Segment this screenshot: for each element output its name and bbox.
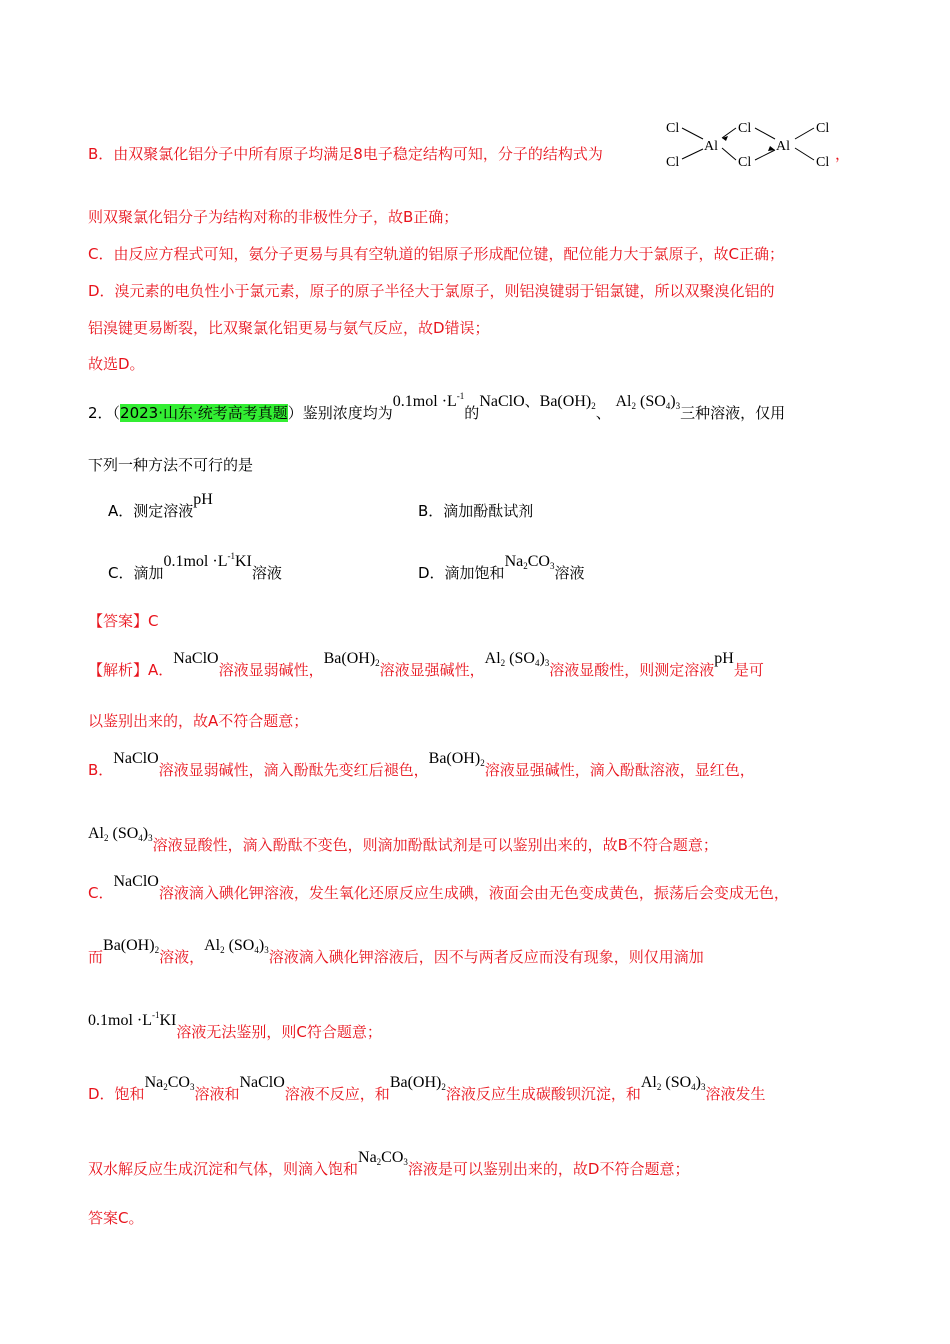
q2-source-tag[interactable]: 2023·山东·统考高考真题 bbox=[120, 404, 288, 422]
option-d-suffix: 溶液 bbox=[554, 564, 585, 582]
atom-al-2: Al bbox=[776, 139, 790, 154]
q2-de: 的 bbox=[464, 404, 480, 422]
q1-b-suffix: ， bbox=[835, 145, 851, 163]
q2-stem-text-a: 鉴别浓度均为 bbox=[302, 404, 393, 422]
analysis-c-line1: C．NaClO溶液滴入碘化钾溶液，发生氧化还原反应生成碘，液面会由无色变成黄色，振荡后会变成无色， bbox=[88, 873, 789, 902]
q1-option-c: C．由反应方程式可知，氨分子更易与具有空轨道的铝原子形成配位键，配位能力大于氯原子，故C正确； bbox=[88, 245, 784, 263]
q1-b-text: B．由双聚氯化铝分子中所有原子均满足8电子稳定结构可知，分子的结构式为 bbox=[88, 145, 603, 163]
q2-final-answer: 答案C。 bbox=[88, 1209, 144, 1227]
analysis-b-line2: $Al_2$ $(SO_4)_3$溶液显酸性，滴入酚酞不变色，则滴加酚酞试剂是可以鉴别出来的，故B不符合题意； bbox=[88, 825, 718, 854]
analysis-c-line3: $0.1mol \cdot L^{-1}KI$溶液无法鉴别，则C符合题意； bbox=[88, 1010, 382, 1041]
q1-option-d-line2: 铝溴键更易断裂，比双聚氯化铝更易与氨气反应，故D错误； bbox=[88, 319, 490, 337]
analysis-c-line2: 而$Ba(OH)_2$溶液，$Al_2$ $(SO_4)_3$溶液滴入碘化钾溶液后，因不与两者反应而没有现象，则仅用滴加 bbox=[88, 937, 704, 966]
q2-stem-line1 bbox=[88, 391, 786, 423]
q2-stem-text-b: 三种溶液，仅用 bbox=[680, 404, 786, 422]
dimer-structure-diagram bbox=[662, 114, 842, 174]
q1-option-d-line1: D．溴元素的电负性小于氯元素，原子的原子半径大于氯原子，则铝溴键弱于铝氯键，所以双聚溴化铝的 bbox=[88, 282, 775, 300]
atom-cl-3: Cl bbox=[738, 121, 752, 136]
atom-cl-4: Cl bbox=[738, 155, 752, 170]
analysis-a-line1: 【解析】A．NaClO溶液显弱碱性，$Ba(OH)_2$溶液显强碱性，$Al_2$ $(SO_4)_3$溶液显酸性，则测定溶液pH是可 bbox=[88, 650, 764, 679]
atom-cl-5: Cl bbox=[816, 121, 830, 136]
q2-sep-1: 、 bbox=[524, 392, 540, 410]
option-c-formula: $0.1mol \cdot L^{-1}KI$ bbox=[163, 551, 252, 570]
analysis-d-line2: 双水解反应生成沉淀和气体，则滴入饱和$Na_2CO_3$溶液是可以鉴别出来的，故D不符合题意； bbox=[88, 1149, 690, 1178]
option-d-formula: $Na_2CO_3$ bbox=[504, 553, 555, 571]
q1-final: 故选D。 bbox=[88, 355, 145, 373]
analysis-d-line1: D．饱和$Na_2CO_3$溶液和NaClO溶液不反应，和$Ba(OH)_2$溶液反应生成碳酸钡沉淀，和$Al_2$ $(SO_4)_3$溶液发生 bbox=[88, 1074, 766, 1103]
q2-number: 2．（ bbox=[88, 404, 121, 422]
q2-option-c[interactable] bbox=[108, 551, 282, 583]
atom-cl-2: Cl bbox=[666, 155, 680, 170]
q2-option-a[interactable] bbox=[108, 491, 213, 521]
atom-cl-6: Cl bbox=[816, 155, 830, 170]
analysis-a-line2: 以鉴别出来的，故A不符合题意； bbox=[88, 712, 309, 730]
q1-option-b-line1 bbox=[88, 143, 603, 164]
q2-answer: 【答案】C bbox=[88, 612, 159, 630]
option-a-label: A．测定溶液 bbox=[108, 502, 194, 520]
q2-sep-2: 、 bbox=[595, 404, 611, 422]
option-d-label: D．滴加饱和 bbox=[418, 564, 505, 582]
option-c-suffix: 溶液 bbox=[251, 564, 282, 582]
q2-baoh2: $Ba(OH)_2$ bbox=[539, 393, 596, 411]
q1-option-b-line2: 则双聚氯化铝分子为结构对称的非极性分子，故B正确； bbox=[88, 208, 459, 226]
option-a-ph: pH bbox=[193, 491, 213, 508]
q2-option-d[interactable] bbox=[418, 553, 585, 583]
q2-stem-line2: 下列一种方法不可行的是 bbox=[88, 456, 254, 474]
q2-close-paren: ） bbox=[287, 404, 303, 422]
q2-al2so43: $Al_2$ $(SO_4)_3$ bbox=[615, 393, 681, 411]
q2-concentration: $0.1mol \cdot L^{-1}$ bbox=[392, 391, 465, 410]
atom-cl-1: Cl bbox=[666, 121, 680, 136]
option-c-label: C．滴加 bbox=[108, 564, 164, 582]
q2-option-b[interactable]: B．滴加酚酞试剂 bbox=[418, 502, 534, 520]
q2-naclo: NaClO bbox=[479, 393, 525, 410]
atom-al-1: Al bbox=[704, 139, 718, 154]
analysis-b-line1: B．NaClO溶液显弱碱性，滴入酚酞先变红后褪色，$Ba(OH)_2$溶液显强碱性，滴入酚酞溶液，显红色， bbox=[88, 750, 755, 779]
